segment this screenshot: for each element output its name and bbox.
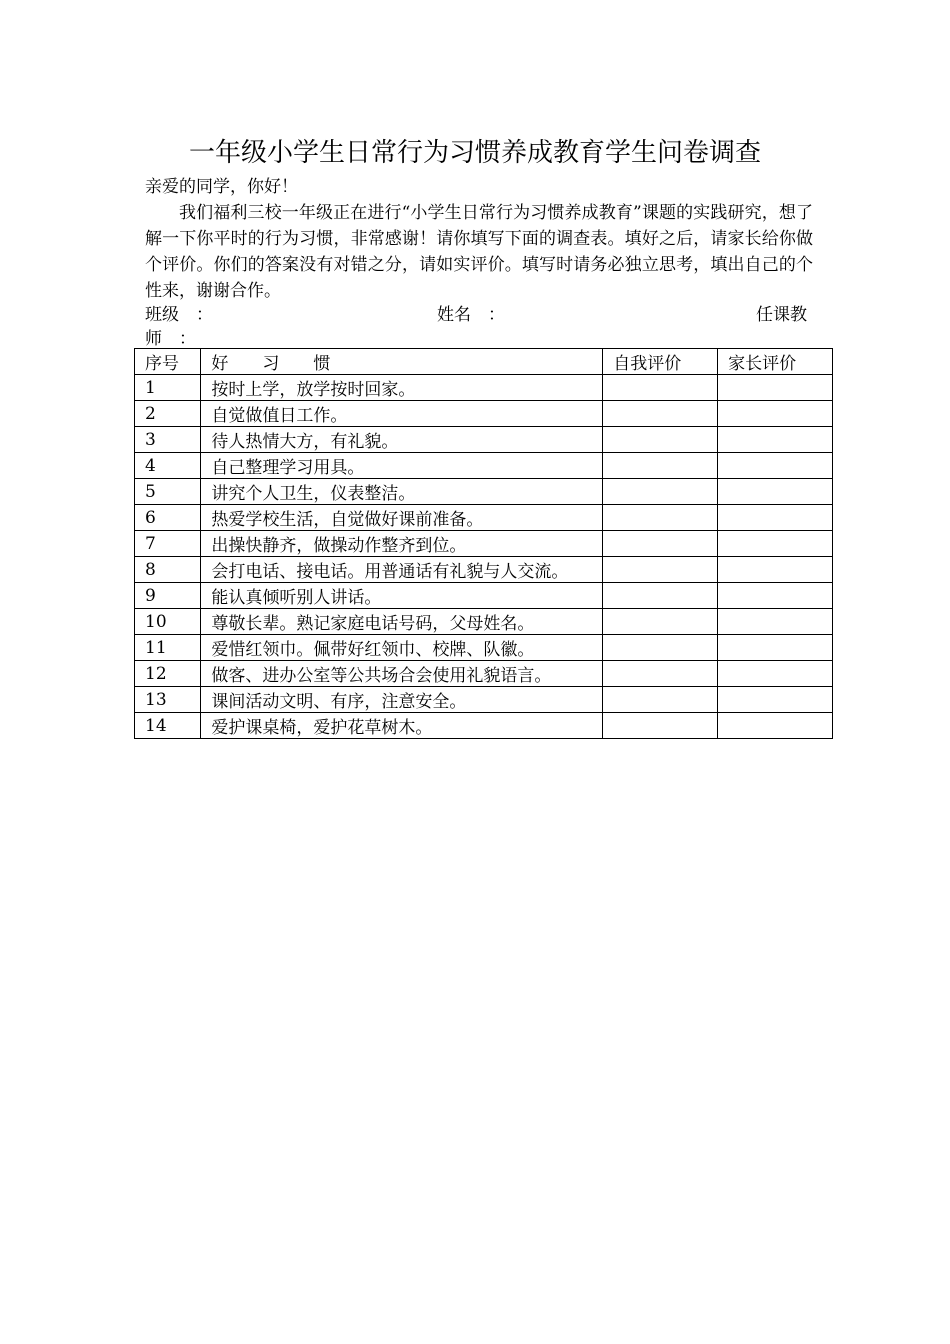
name-label: 姓名 ： <box>437 305 505 325</box>
row-number: 7 <box>135 531 201 557</box>
table-row <box>135 427 833 453</box>
row-habit: 爱护课桌椅，爱护花草树木。 <box>201 713 603 739</box>
page-title: 一年级小学生日常行为习惯养成教育学生问卷调查 <box>188 138 761 168</box>
self-evaluation-cell[interactable] <box>603 375 718 401</box>
teacher-label: 任课教 <box>756 305 807 325</box>
row-habit: 做客、进办公室等公共场合会使用礼貌语言。 <box>201 661 603 687</box>
table-row <box>135 375 833 401</box>
table-row <box>135 635 833 661</box>
parent-evaluation-cell[interactable] <box>718 479 833 505</box>
header-habit: 好 习 惯 <box>201 349 603 375</box>
table-row <box>135 713 833 739</box>
parent-evaluation-cell[interactable] <box>718 635 833 661</box>
parent-evaluation-cell[interactable] <box>718 427 833 453</box>
row-habit: 热爱学校生活，自觉做好课前准备。 <box>201 505 603 531</box>
self-evaluation-cell[interactable] <box>603 661 718 687</box>
self-evaluation-cell[interactable] <box>603 635 718 661</box>
parent-evaluation-cell[interactable] <box>718 453 833 479</box>
parent-evaluation-cell[interactable] <box>718 583 833 609</box>
row-habit: 能认真倾听别人讲话。 <box>201 583 603 609</box>
intro-paragraph: 我们福利三校一年级正在进行“小学生日常行为习惯养成教育”课题的实践研究，想了解一下你平时的行为习惯，非常感谢！请你填写下面的调查表。填好之后，请家长给你做个评价。你们的答案没有对错之分，请如实评价。填写时请务必独立思考，填出自己的个性来，谢谢合作。 <box>145 203 813 301</box>
row-habit: 自己整理学习用具。 <box>201 453 603 479</box>
self-evaluation-cell[interactable] <box>603 609 718 635</box>
row-habit: 讲究个人卫生，仪表整洁。 <box>201 479 603 505</box>
row-habit: 按时上学，放学按时回家。 <box>201 375 603 401</box>
parent-evaluation-cell[interactable] <box>718 687 833 713</box>
row-habit: 爱惜红领巾。佩带好红领巾、校牌、队徽。 <box>201 635 603 661</box>
parent-evaluation-cell[interactable] <box>718 401 833 427</box>
table-row <box>135 609 833 635</box>
row-number: 3 <box>135 427 201 453</box>
self-evaluation-cell[interactable] <box>603 713 718 739</box>
parent-evaluation-cell[interactable] <box>718 557 833 583</box>
row-habit: 待人热情大方，有礼貌。 <box>201 427 603 453</box>
teacher-label-continued: 师 ： <box>145 329 196 349</box>
row-number: 10 <box>135 609 201 635</box>
row-number: 4 <box>135 453 201 479</box>
parent-evaluation-cell[interactable] <box>718 661 833 687</box>
table-row <box>135 531 833 557</box>
self-evaluation-cell[interactable] <box>603 505 718 531</box>
parent-evaluation-cell[interactable] <box>718 713 833 739</box>
parent-evaluation-cell[interactable] <box>718 375 833 401</box>
table-row <box>135 687 833 713</box>
self-evaluation-cell[interactable] <box>603 583 718 609</box>
table-row <box>135 557 833 583</box>
self-evaluation-cell[interactable] <box>603 687 718 713</box>
greeting: 亲爱的同学，你好！ <box>145 177 298 197</box>
info-row <box>145 300 813 326</box>
parent-evaluation-cell[interactable] <box>718 531 833 557</box>
self-evaluation-cell[interactable] <box>603 557 718 583</box>
table-row <box>135 479 833 505</box>
row-habit: 尊敬长辈。熟记家庭电话号码，父母姓名。 <box>201 609 603 635</box>
row-number: 9 <box>135 583 201 609</box>
table-row <box>135 583 833 609</box>
header-number: 序号 <box>135 349 201 375</box>
row-number: 5 <box>135 479 201 505</box>
row-habit: 课间活动文明、有序，注意安全。 <box>201 687 603 713</box>
row-number: 2 <box>135 401 201 427</box>
self-evaluation-cell[interactable] <box>603 479 718 505</box>
table-header-row <box>135 349 833 375</box>
row-number: 6 <box>135 505 201 531</box>
class-label: 班级 ： <box>145 305 213 325</box>
table-row <box>135 505 833 531</box>
table-row <box>135 661 833 687</box>
row-number: 11 <box>135 635 201 661</box>
table-row <box>135 453 833 479</box>
header-self-evaluation: 自我评价 <box>603 349 718 375</box>
table-row <box>135 401 833 427</box>
row-number: 13 <box>135 687 201 713</box>
self-evaluation-cell[interactable] <box>603 453 718 479</box>
self-evaluation-cell[interactable] <box>603 531 718 557</box>
header-parent-evaluation: 家长评价 <box>718 349 833 375</box>
row-number: 12 <box>135 661 201 687</box>
self-evaluation-cell[interactable] <box>603 427 718 453</box>
row-habit: 会打电话、接电话。用普通话有礼貌与人交流。 <box>201 557 603 583</box>
parent-evaluation-cell[interactable] <box>718 609 833 635</box>
row-habit: 自觉做值日工作。 <box>201 401 603 427</box>
row-number: 8 <box>135 557 201 583</box>
row-habit: 出操快静齐，做操动作整齐到位。 <box>201 531 603 557</box>
row-number: 14 <box>135 713 201 739</box>
row-number: 1 <box>135 375 201 401</box>
self-evaluation-cell[interactable] <box>603 401 718 427</box>
habit-survey-table <box>134 348 833 739</box>
parent-evaluation-cell[interactable] <box>718 505 833 531</box>
